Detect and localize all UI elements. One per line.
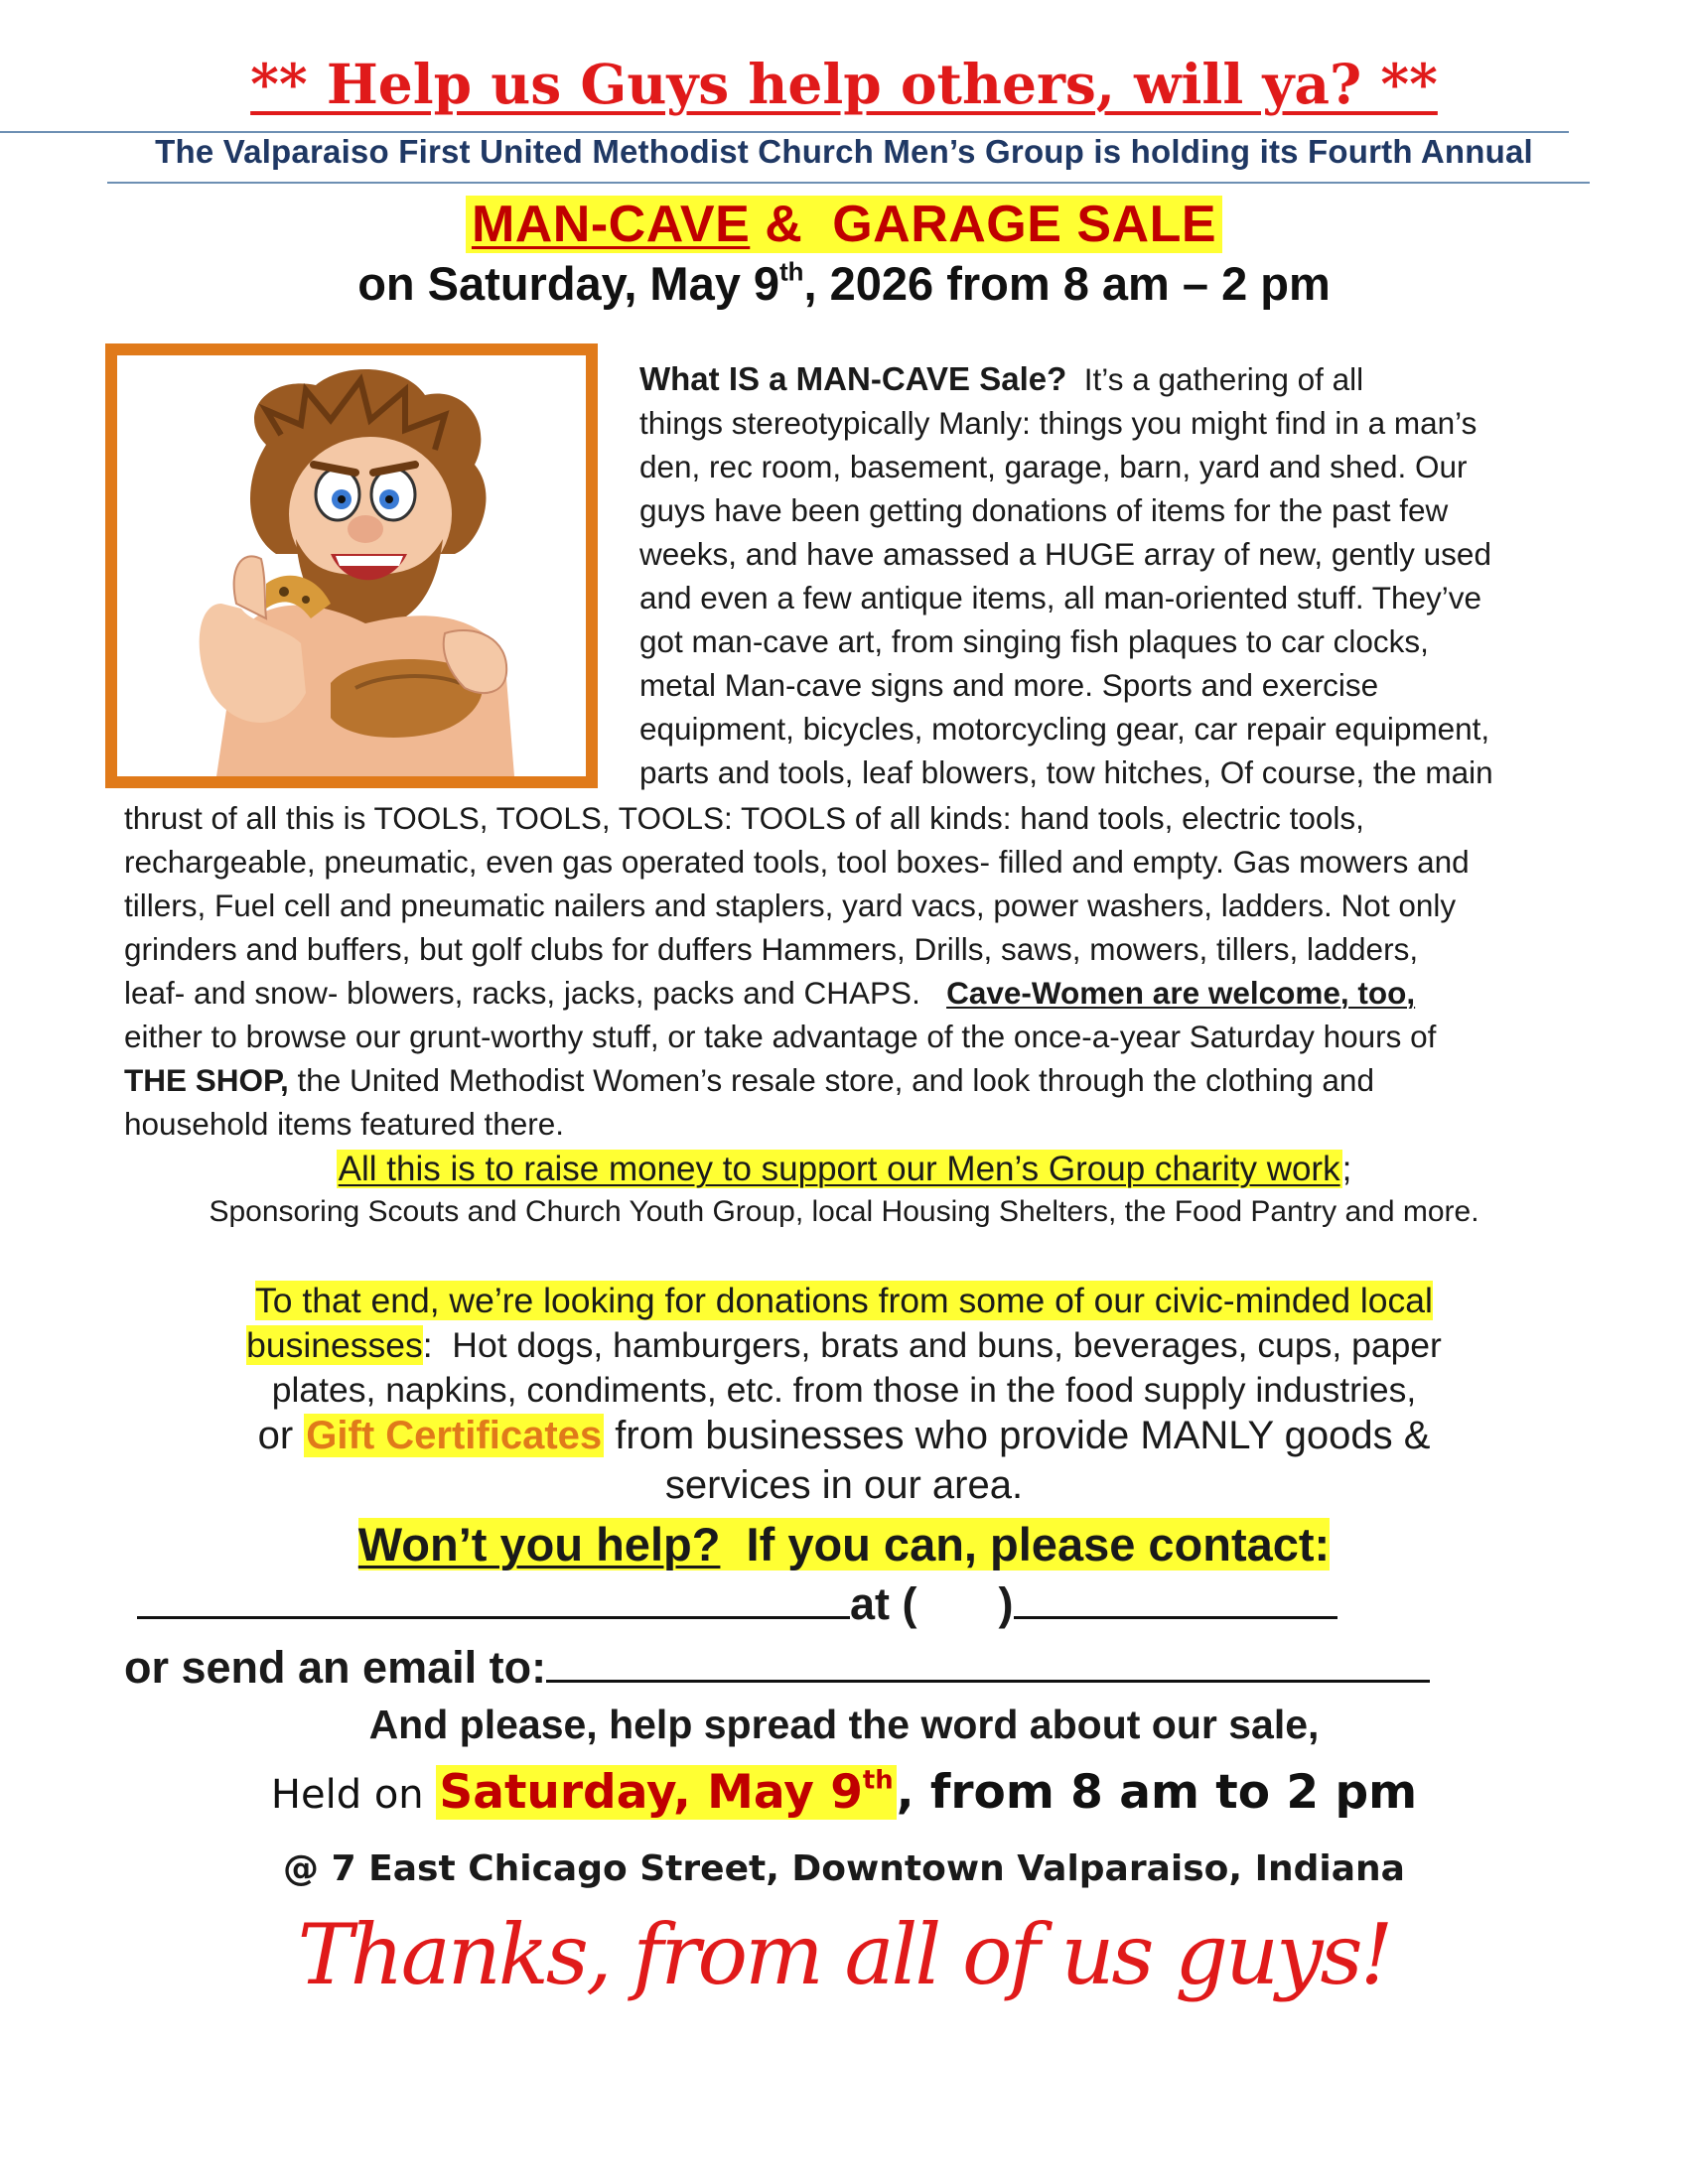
email-label: or send an email to:: [124, 1642, 547, 1693]
contact-at: at (: [850, 1578, 917, 1629]
address-line: @ 7 East Chicago Street, Downtown Valparaiso, Indiana: [283, 1848, 1405, 1889]
contact-line: [137, 1576, 1337, 1630]
date-sup: th: [779, 258, 804, 287]
sponsors-line: Sponsoring Scouts and Church Youth Group, local Housing Shelters, the Food Pantry and more.: [209, 1195, 1479, 1228]
description-line: parts and tools, leaf blowers, tow hitches, Of course, the main: [639, 754, 1493, 790]
donations-line: plates, napkins, condiments, etc. from those in the food supply industries,: [271, 1370, 1417, 1410]
sale-title-garage: & GARAGE SALE: [750, 196, 1217, 253]
spread-word-line: And please, help spread the word about our sale,: [368, 1702, 1320, 1747]
wont-you-help: Won’t you help?: [357, 1518, 721, 1570]
held-date: [436, 1765, 896, 1820]
held-date-sup: th: [862, 1765, 894, 1796]
held-pre: Held on: [270, 1772, 437, 1818]
email-line: [124, 1640, 1430, 1694]
description-line: household items featured there.: [124, 1106, 565, 1142]
donations-request: [0, 1279, 1688, 1413]
description-line: den, rec room, basement, garage, barn, yard and shed. Our: [639, 449, 1468, 484]
description-line: It’s a gathering of all: [1066, 361, 1364, 397]
contact-paren: ): [998, 1578, 1014, 1629]
sale-title-mancave: MAN-CAVE: [471, 196, 751, 253]
the-shop: THE SHOP,: [124, 1062, 289, 1098]
description-line: things stereotypically Manly: things you might find in a man’s: [639, 405, 1477, 441]
help-line: [0, 1517, 1688, 1571]
description-full: [124, 796, 1470, 1146]
email-blank[interactable]: [546, 1640, 1430, 1683]
description-line: leaf- and snow- blowers, racks, jacks, packs and CHAPS.: [124, 975, 947, 1011]
description-line: weeks, and have amassed a HUGE array of new, gently used: [639, 536, 1491, 572]
contact-name-blank[interactable]: [137, 1576, 850, 1619]
headline: ** Help us Guys help others, will ya? **: [250, 52, 1438, 116]
gift-certificates-line: [0, 1414, 1688, 1458]
description-line: rechargeable, pneumatic, even gas operated tools, tool boxes- filled and empty. Gas mowers and: [124, 844, 1470, 880]
held-time: , from 8 am to 2 pm: [896, 1765, 1418, 1820]
contact-phone-blank[interactable]: [1014, 1576, 1337, 1619]
charity-line: [0, 1150, 1688, 1189]
services-line: services in our area.: [664, 1463, 1024, 1507]
held-date-text: Saturday, May 9: [439, 1765, 863, 1820]
intro-line: The Valparaiso First United Methodist Church Men’s Group is holding its Fourth Annual: [155, 133, 1533, 170]
gift-certificates: Gift Certificates: [306, 1414, 603, 1457]
divider-bottom: [107, 182, 1590, 184]
donations-highlight: To that end, we’re looking for donations from some of our civic-minded local: [255, 1281, 1433, 1320]
description-line: thrust of all this is TOOLS, TOOLS, TOOLS: TOOLS of all kinds: hand tools, electric tools,: [124, 800, 1364, 836]
please-contact: If you can, please contact:: [746, 1518, 1331, 1570]
description-line: equipment, bicycles, motorcycling gear, car repair equipment,: [639, 711, 1490, 747]
description-line: grinders and buffers, but golf clubs for duffers Hammers, Drills, saws, mowers, tillers, ladders,: [124, 931, 1419, 967]
held-line: [0, 1765, 1688, 1820]
help-gap: [720, 1518, 746, 1570]
thanks-signoff: Thanks, from all of us guys!: [297, 1906, 1391, 2003]
description-line: got man-cave art, from singing fish plaques to car clocks,: [639, 623, 1429, 659]
charity-punct: ;: [1341, 1150, 1352, 1188]
description-line: guys have been getting donations of items for the past few: [639, 492, 1449, 528]
caveman-thumbs-up-icon: [117, 355, 586, 776]
description-lead: What IS a MAN-CAVE Sale?: [639, 360, 1067, 397]
date-post: , 2026 from 8 am – 2 pm: [803, 257, 1331, 310]
description-line: and even a few antique items, all man-oriented stuff. They’ve: [639, 580, 1482, 615]
gift-post: from businesses who provide MANLY goods &: [604, 1414, 1431, 1457]
charity-highlight: All this is to raise money to support our Men’s Group charity work: [338, 1150, 1340, 1188]
donations-line: : Hot dogs, hamburgers, brats and buns, beverages, cups, paper: [422, 1325, 1442, 1365]
sale-date-line: [0, 256, 1688, 311]
description-line: metal Man-cave signs and more. Sports and exercise: [639, 667, 1379, 703]
caveman-image: [105, 343, 598, 788]
date-pre: on Saturday, May 9: [357, 257, 780, 310]
description-line: tillers, Fuel cell and pneumatic nailers and staplers, yard vacs, power washers, ladders. Not only: [124, 887, 1457, 923]
cave-women-welcome: Cave-Women are welcome, too,: [946, 975, 1416, 1011]
donations-businesses: businesses: [246, 1325, 423, 1365]
gift-pre: or: [257, 1414, 305, 1457]
description-line: either to browse our grunt-worthy stuff, or take advantage of the once-a-year Saturday hours of: [124, 1019, 1437, 1054]
description-column: [639, 357, 1493, 794]
description-line: the United Methodist Women’s resale store, and look through the clothing and: [288, 1062, 1374, 1098]
sale-title: [0, 195, 1688, 254]
